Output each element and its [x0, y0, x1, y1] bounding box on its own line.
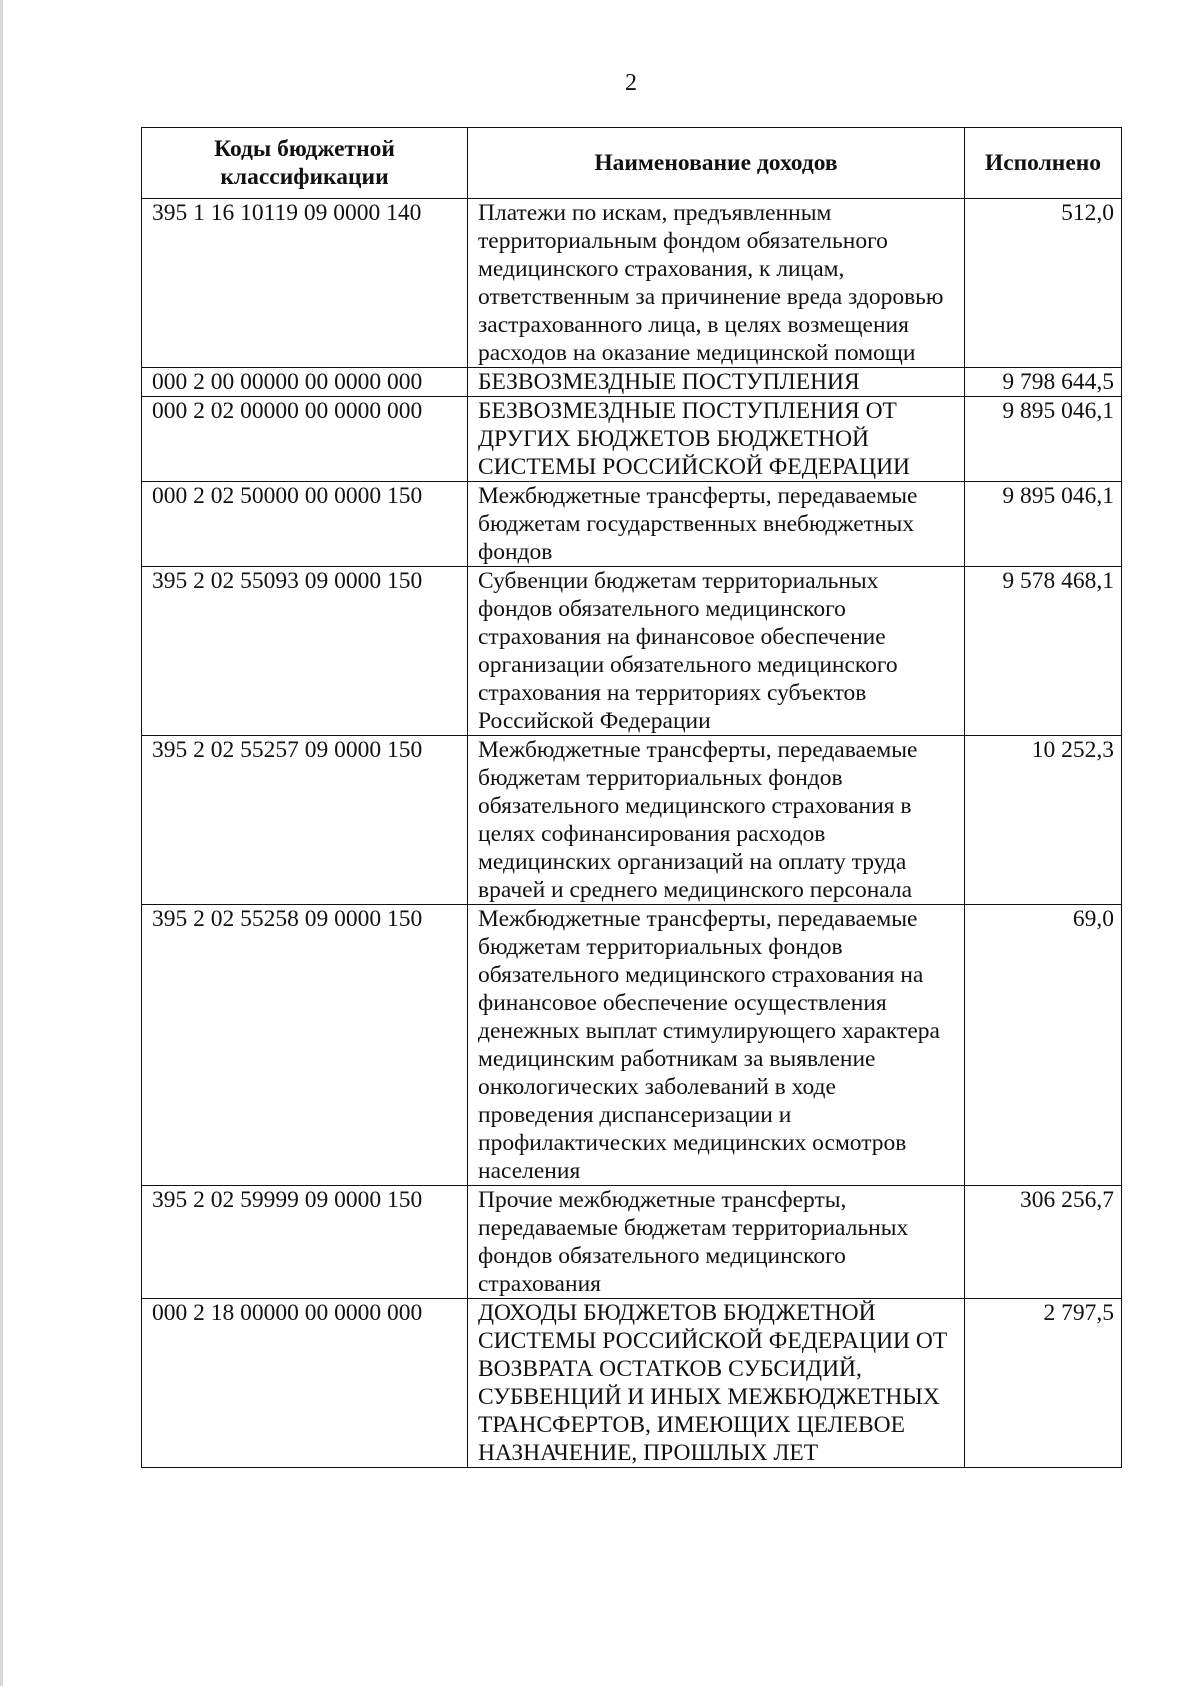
- budget-code-cell: 395 2 02 55257 09 0000 150: [142, 736, 468, 905]
- executed-amount-cell: 9 798 644,5: [965, 368, 1122, 397]
- budget-code-cell: 395 2 02 55093 09 0000 150: [142, 567, 468, 736]
- executed-amount-cell: 69,0: [965, 905, 1122, 1186]
- budget-code-cell: 000 2 02 50000 00 0000 150: [142, 482, 468, 567]
- income-name-cell: БЕЗВОЗМЕЗДНЫЕ ПОСТУПЛЕНИЯ: [468, 368, 965, 397]
- page-number: 2: [625, 70, 637, 96]
- income-name-cell: Прочие межбюджетные трансферты, передаваемые бюджетам территориальных фондов обязательного медицинского страхования: [468, 1186, 965, 1299]
- budget-code-cell: 395 1 16 10119 09 0000 140: [142, 199, 468, 368]
- budget-code-cell: 000 2 00 00000 00 0000 000: [142, 368, 468, 397]
- table-row: [142, 368, 1122, 397]
- table-header: [142, 128, 1122, 199]
- scan-edge-decoration: [0, 0, 3, 1686]
- header-row: [142, 128, 1122, 199]
- executed-amount-cell: 2 797,5: [965, 1299, 1122, 1468]
- table-row: [142, 199, 1122, 368]
- budget-income-table: [141, 127, 1122, 1468]
- income-name-cell: Межбюджетные трансферты, передаваемые бюджетам государственных внебюджетных фондов: [468, 482, 965, 567]
- income-name-cell: Межбюджетные трансферты, передаваемые бюджетам территориальных фондов обязательного медицинского страхования в целях софинансирования расходов медицинских организаций на оплату труда врачей и среднего медицинского персонала: [468, 736, 965, 905]
- income-name-cell: Платежи по искам, предъявленным территориальным фондом обязательного медицинского страхования, к лицам, ответственным за причинение вреда здоровью застрахованного лица, в целях возмещения расходов на оказание медицинской помощи: [468, 199, 965, 368]
- executed-amount-cell: 9 578 468,1: [965, 567, 1122, 736]
- table-row: [142, 1299, 1122, 1468]
- table-row: [142, 736, 1122, 905]
- executed-amount-cell: 9 895 046,1: [965, 397, 1122, 482]
- budget-code-cell: 395 2 02 55258 09 0000 150: [142, 905, 468, 1186]
- income-name-cell: БЕЗВОЗМЕЗДНЫЕ ПОСТУПЛЕНИЯ ОТ ДРУГИХ БЮДЖЕТОВ БЮДЖЕТНОЙ СИСТЕМЫ РОССИЙСКОЙ ФЕДЕРАЦИИ: [468, 397, 965, 482]
- table-row: [142, 905, 1122, 1186]
- header-income-name: Наименование доходов: [468, 128, 965, 199]
- table-row: [142, 1186, 1122, 1299]
- executed-amount-cell: 10 252,3: [965, 736, 1122, 905]
- executed-amount-cell: 512,0: [965, 199, 1122, 368]
- income-name-cell: Субвенции бюджетам территориальных фондов обязательного медицинского страхования на финансовое обеспечение организации обязательного медицинского страхования на территориях субъектов Российской Федерации: [468, 567, 965, 736]
- income-name-cell: Межбюджетные трансферты, передаваемые бюджетам территориальных фондов обязательного медицинского страхования на финансовое обеспечение осуществления денежных выплат стимулирующего характера медицинским работникам за выявление онкологических заболеваний в ходе проведения диспансеризации и профилактических медицинских осмотров населения: [468, 905, 965, 1186]
- budget-code-cell: 395 2 02 59999 09 0000 150: [142, 1186, 468, 1299]
- table-body: [142, 199, 1122, 1468]
- header-executed: Исполнено: [965, 128, 1122, 199]
- budget-code-cell: 000 2 02 00000 00 0000 000: [142, 397, 468, 482]
- executed-amount-cell: 306 256,7: [965, 1186, 1122, 1299]
- table-row: [142, 567, 1122, 736]
- header-budget-codes: Коды бюджетной классификации: [142, 128, 468, 199]
- table-row: [142, 397, 1122, 482]
- executed-amount-cell: 9 895 046,1: [965, 482, 1122, 567]
- income-name-cell: ДОХОДЫ БЮДЖЕТОВ БЮДЖЕТНОЙ СИСТЕМЫ РОССИЙСКОЙ ФЕДЕРАЦИИ ОТ ВОЗВРАТА ОСТАТКОВ СУБСИДИЙ, СУБВЕНЦИЙ И ИНЫХ МЕЖБЮДЖЕТНЫХ ТРАНСФЕРТОВ, ИМЕЮЩИХ ЦЕЛЕВОЕ НАЗНАЧЕНИЕ, ПРОШЛЫХ ЛЕТ: [468, 1299, 965, 1468]
- budget-code-cell: 000 2 18 00000 00 0000 000: [142, 1299, 468, 1468]
- table-row: [142, 482, 1122, 567]
